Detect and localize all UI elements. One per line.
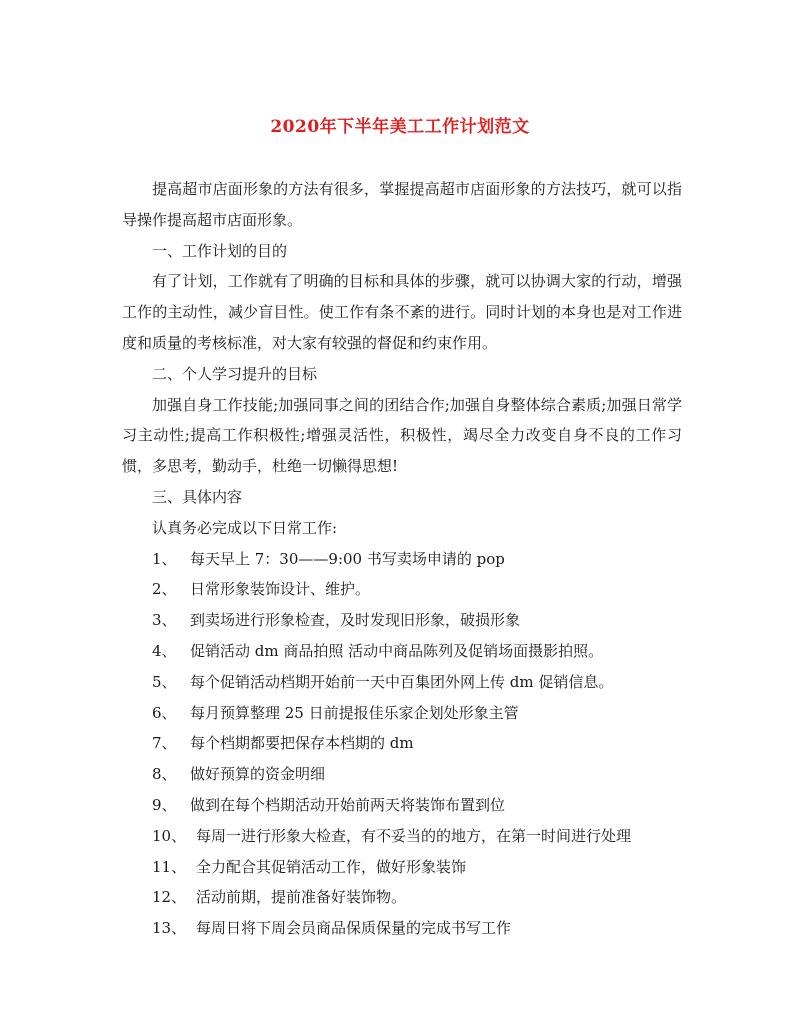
- list-item: [122, 667, 682, 698]
- list-item-text: 日常形象装饰设计、维护。: [190, 580, 371, 599]
- list-item: [122, 698, 682, 729]
- section-1-heading: 一、工作计划的目的: [152, 241, 288, 260]
- list-item-text: 每月预算整理 25 日前提报佳乐家企划处形象主管: [190, 703, 519, 722]
- list-item: [122, 759, 682, 790]
- list-item-number: 3、: [152, 611, 177, 630]
- list-item: [122, 544, 682, 575]
- section-1-paragraph: 有了计划，工作就有了明确的目标和具体的步骤，就可以协调大家的行动，增强工作的主动性，减少盲目性。使工作有条不紊的进行。同时计划的本身也是对工作进度和质量的考核标准，对大家有较强的督促和约束作用。: [122, 272, 682, 352]
- list-item: [122, 728, 682, 759]
- list-item-text: 每周一进行形象大检查，有不妥当的的地方，在第一时间进行处理: [196, 826, 632, 845]
- list-item: [122, 605, 682, 636]
- list-item: [122, 852, 682, 883]
- list-item: [122, 913, 682, 944]
- section-3-heading: 三、具体内容: [152, 487, 243, 506]
- list-item-number: 4、: [152, 641, 177, 660]
- list-item-number: 1、: [152, 549, 177, 568]
- list-item-text: 每周日将下周会员商品保质保量的完成书写工作: [196, 919, 512, 938]
- list-item-text: 每个档期都要把保存本档期的 dm: [190, 734, 414, 753]
- list-item: [122, 636, 682, 667]
- document-body: [122, 174, 682, 944]
- intro-paragraph: 提高超市店面形象的方法有很多，掌握提高超市店面形象的方法技巧，就可以指导操作提高超市店面形象。: [122, 180, 682, 229]
- list-item-number: 5、: [152, 672, 177, 691]
- document-title: 2020年下半年美工工作计划范文: [270, 117, 530, 137]
- list-item-text: 每个促销活动档期开始前一天中百集团外网上传 dm 促销信息。: [190, 672, 614, 691]
- list-item-text: 到卖场进行形象检查，及时发现旧形象，破损形象: [190, 611, 521, 630]
- list-item-number: 12、: [152, 888, 187, 907]
- list-item-number: 2、: [152, 580, 177, 599]
- list-item-text: 做好预算的资金明细: [190, 765, 326, 784]
- task-list: [122, 544, 682, 944]
- list-item-text: 活动前期，提前准备好装饰物。: [196, 888, 407, 907]
- list-item-number: 10、: [152, 826, 187, 845]
- list-item-number: 11、: [152, 857, 187, 876]
- list-item-number: 13、: [152, 919, 187, 938]
- list-item: [122, 882, 682, 913]
- list-item-number: 9、: [152, 795, 177, 814]
- list-item-text: 每天早上 7：30——9:00 书写卖场申请的 pop: [190, 549, 505, 568]
- list-item-text: 全力配合其促销活动工作，做好形象装饰: [196, 857, 467, 876]
- list-item: [122, 790, 682, 821]
- section-3-lead: 认真务必完成以下日常工作:: [152, 518, 338, 537]
- list-item: [122, 574, 682, 605]
- list-item: [122, 821, 682, 852]
- list-item-number: 7、: [152, 734, 177, 753]
- list-item-number: 6、: [152, 703, 177, 722]
- list-item-text: 做到在每个档期活动开始前两天将装饰布置到位: [190, 795, 506, 814]
- section-2-heading: 二、个人学习提升的目标: [152, 364, 318, 383]
- list-item-number: 8、: [152, 765, 177, 784]
- list-item-text: 促销活动 dm 商品拍照 活动中商品陈列及促销场面摄影拍照。: [190, 641, 604, 660]
- section-2-paragraph: 加强自身工作技能;加强同事之间的团结合作;加强自身整体综合素质;加强日常学习主动性;提高工作积极性;增强灵活性，积极性，竭尽全力改变自身不良的工作习惯，多思考，勤动手，杜绝一切懒得思想!: [122, 395, 682, 476]
